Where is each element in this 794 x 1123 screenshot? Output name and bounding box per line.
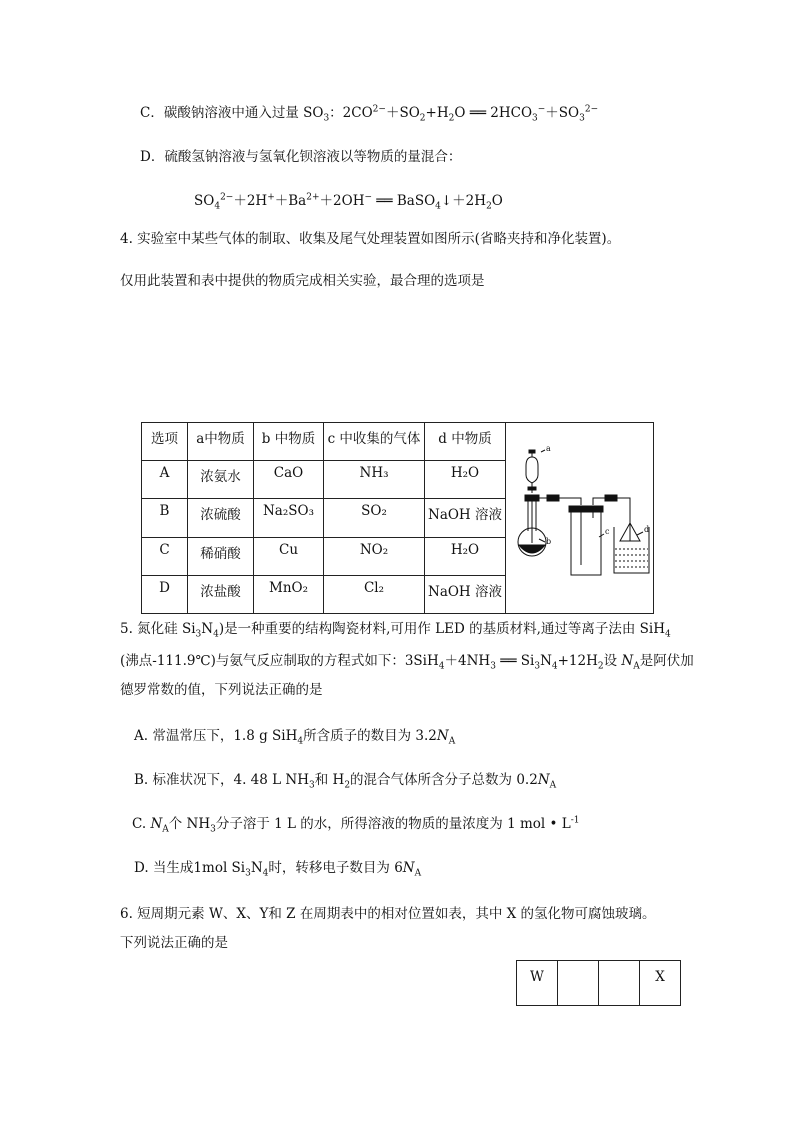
- table-cell: CaO: [254, 461, 324, 499]
- q3-option-d: D．硫酸氢钠溶液与氢氧化钡溶液以等物质的量混合：: [140, 149, 462, 165]
- q4-stem-line2: 仅用此装置和表中提供的物质完成相关实验，最合理的选项是: [120, 273, 485, 289]
- gas-apparatus-diagram: [507, 423, 653, 609]
- q6-stem-line1: 6. 短周期元素 W、X、Y和 Z 在周期表中的相对位置如表，其中 X 的氢化物可腐蚀玻璃。: [120, 906, 656, 922]
- table-cell: D: [142, 575, 188, 613]
- q5-option-d: D. 当生成1mol $Si_3N_4$时，转移电子数目为 $6N_A$: [134, 860, 422, 879]
- table-header: 选项: [142, 423, 188, 461]
- table-cell: Cl₂: [324, 575, 425, 613]
- q5-stem-line1: 5. 氮化硅 $Si_3N_4$)是一种重要的结构陶瓷材料,可用作 LED 的基质材料,通过等离子法由 SiH$_4$: [120, 621, 671, 640]
- table-cell: B: [142, 499, 188, 537]
- q5-option-b: B. 标准状况下，4. 48 L $NH_3$和 $H_2$的混合气体所含分子总数为 $0.2N_A$: [134, 772, 557, 791]
- table-cell: Cu: [254, 537, 324, 575]
- table-row: [517, 961, 681, 1006]
- table-header: c 中收集的气体: [324, 423, 425, 461]
- table-cell: Na₂SO₃: [254, 499, 324, 537]
- table-cell: A: [142, 461, 188, 499]
- table-cell: H₂O: [425, 461, 506, 499]
- q3-option-c: C．碳酸钠溶液中通入过量 $SO_3$：$2CO^{2-}+SO_2+H_2O$ ══ $2HCO_3^-+SO_3^{2-}$: [140, 104, 599, 124]
- label-d: d: [643, 525, 649, 534]
- table-cell: NO₂: [324, 537, 425, 575]
- table-cell: X: [640, 961, 681, 1006]
- table-header: d 中物质: [425, 423, 506, 461]
- table-cell: NaOH 溶液: [425, 575, 506, 613]
- table-cell: NaOH 溶液: [425, 499, 506, 537]
- q5-option-c: C. $N_A$个 $NH_3$分子溶于 1 L 的水，所得溶液的物质的量浓度为 1 mol • $L^{-1}$: [132, 815, 580, 835]
- table-header: b 中物质: [254, 423, 324, 461]
- label-b: b: [545, 537, 551, 546]
- table-cell: 浓氨水: [188, 461, 254, 499]
- q4-options-table: [141, 422, 654, 614]
- q5-option-a: A. 常温常压下，1.8 g SiH$_4$所含质子的数目为 $3.2N_A$: [134, 728, 456, 747]
- table-cell: NH₃: [324, 461, 425, 499]
- table-cell: 浓盐酸: [188, 575, 254, 613]
- q6-periodic-table-fragment: [516, 960, 681, 1006]
- table-cell: SO₂: [324, 499, 425, 537]
- apparatus-diagram-cell: [506, 423, 654, 614]
- table-cell: H₂O: [425, 537, 506, 575]
- table-cell: 浓硫酸: [188, 499, 254, 537]
- table-cell: MnO₂: [254, 575, 324, 613]
- table-cell: C: [142, 537, 188, 575]
- q6-stem-line2: 下列说法正确的是: [120, 935, 228, 951]
- q5-stem-line3: 德罗常数的值，下列说法正确的是: [120, 682, 323, 698]
- table-header-row: [142, 423, 654, 461]
- label-c: c: [604, 527, 609, 536]
- q3-option-d-equation: $SO_4^{2-}+2H^++Ba^{2+}+2OH^-$ ══ $BaSO_4↓+2H_2O$: [194, 192, 503, 212]
- table-cell: W: [517, 961, 558, 1006]
- table-cell: 稀硝酸: [188, 537, 254, 575]
- q4-stem-line1: 4. 实验室中某些气体的制取、收集及尾气处理装置如图所示(省略夹持和净化装置)。: [120, 231, 621, 247]
- label-a: a: [545, 444, 551, 453]
- q5-stem-line2: (沸点-111.9℃)与氨气反应制取的方程式如下：$3SiH_4+4NH_3$ ══ $Si_3N_4+12H_2$设 $N_A$是阿伏加: [120, 653, 694, 672]
- table-cell: [558, 961, 599, 1006]
- table-cell: [599, 961, 640, 1006]
- table-header: a中物质: [188, 423, 254, 461]
